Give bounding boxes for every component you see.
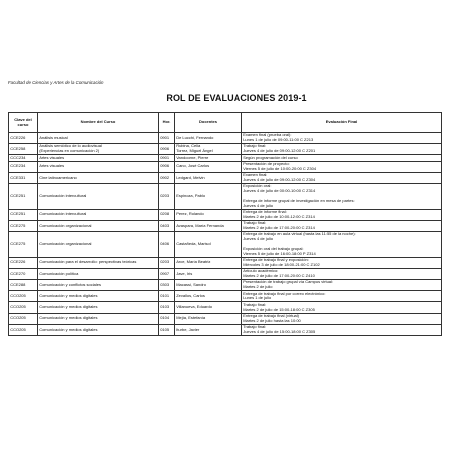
- course-name-cell: [38, 280, 159, 291]
- final-evaluation-cell: [242, 184, 442, 210]
- teacher-cell: [175, 313, 242, 324]
- final-evaluation-cell-line: Jueves 4 de julio de 15:00-18:00 C Z305: [243, 328, 316, 334]
- teacher-cell: [175, 302, 242, 313]
- final-evaluation-cell-line: Entrega de informe final:: [243, 209, 287, 215]
- final-evaluation-cell-line: Lunes 1 de julio: [243, 295, 272, 301]
- course-code-cell: CCE275: [9, 232, 38, 258]
- course-name-cell-line: Cine latinoamericano: [39, 174, 77, 180]
- final-evaluation-cell-line: Martes 2 de julio de 10:00-12:00 C Z314: [243, 213, 315, 219]
- teacher-cell: [175, 257, 242, 268]
- schedule-cell: 0203: [159, 257, 175, 268]
- course-code-cell: CCO205: [9, 313, 38, 324]
- course-name-cell-line: Comunicación y medios digitales: [39, 326, 98, 332]
- schedule-cell: 0901: [159, 155, 175, 161]
- course-code-cell: CCO205: [9, 324, 38, 335]
- table-header-row: [9, 113, 442, 133]
- teacher-cell-line: Rubina, Celia: [176, 143, 201, 149]
- final-evaluation-cell-line: Trabajo final:: [243, 324, 267, 330]
- course-name-cell-line: Comunicación y medios digitales: [39, 292, 98, 298]
- faculty-name: Facultad de Ciencias y Artes de la Comunicación: [8, 80, 104, 85]
- table-row: [9, 220, 442, 231]
- course-name-cell: [38, 172, 159, 183]
- final-evaluation-cell: [242, 144, 442, 155]
- final-evaluation-cell-line: Martes 2 de julio de 17:00-20:00 C Z410: [243, 272, 315, 278]
- course-code-cell: CCE275: [9, 220, 38, 231]
- course-code-cell: CCE226: [9, 133, 38, 144]
- final-evaluation-cell: [242, 268, 442, 279]
- final-evaluation-cell: [242, 172, 442, 183]
- teacher-cell-line: Mejía, Estefanía: [176, 315, 206, 321]
- teacher-cell-line: Avaspara, María Fernanda: [176, 222, 224, 228]
- schedule-cell: 0907: [159, 268, 175, 279]
- teacher-cell: [175, 280, 242, 291]
- table-row: [9, 291, 442, 302]
- final-evaluation-cell-line: Entrega de trabajo final y exposición:: [243, 257, 309, 262]
- final-evaluation-cell-line: Viernes 5 de julio de 16:00-18:00 P Z314: [243, 250, 316, 256]
- final-evaluation-cell-line: Jueves 4 de julio de 09:00-12:00 C Z304: [243, 177, 316, 183]
- final-evaluation-cell-line: Entrega de informe grupal de investigación en mesa de partes:: [243, 197, 355, 203]
- schedule-cell: 0406: [159, 232, 175, 258]
- course-name-cell-line: Comunicación y conflictos sociales: [39, 281, 101, 287]
- course-code-cell: CCE331: [9, 172, 38, 183]
- teacher-cell-line: Castañeda, Marisol: [176, 241, 211, 246]
- final-evaluation-cell: [242, 324, 442, 335]
- teacher-cell-line: Villanueva, Eduardo: [176, 304, 212, 310]
- final-evaluation-cell: [242, 257, 442, 268]
- table-row: [9, 172, 442, 183]
- course-code-cell: CCE234: [9, 161, 38, 172]
- teacher-cell: [175, 232, 242, 258]
- final-evaluation-cell-line: Exposición oral del trabajo grupal:: [243, 245, 304, 251]
- column-header-code: Clave del curso: [9, 113, 38, 133]
- final-evaluation-cell-line: Miércoles 3 de julio de 18:00-21:00 C Z102: [243, 261, 320, 267]
- final-evaluation-cell-line: Artículo académico:: [243, 268, 279, 274]
- final-evaluation-cell-line: Lunes 1 de julio de 09:00-11:00 C Z213: [243, 137, 314, 143]
- course-name-cell-line: Análisis semiótico de lo audiovisual: [39, 143, 102, 149]
- final-evaluation-cell: [242, 313, 442, 324]
- teacher-cell-line: Arce, María Beatriz: [176, 259, 211, 265]
- final-evaluation-cell: [242, 291, 442, 302]
- final-evaluation-cell: [242, 133, 442, 144]
- teacher-cell-line: Cano, José Carlos: [176, 163, 210, 169]
- final-evaluation-cell-line: Trabajo final:: [243, 143, 267, 149]
- course-name-cell: [38, 232, 159, 258]
- final-evaluation-cell-line: Martes 2 de julio: [243, 284, 273, 290]
- final-evaluation-cell: [242, 280, 442, 291]
- schedule-cell: 0203: [159, 184, 175, 210]
- final-evaluation-cell-line: Trabajo final:: [243, 301, 267, 307]
- final-evaluation-cell-line: Jueves 4 de julio de 09:00-12:00 C Z201: [243, 148, 316, 154]
- teacher-cell: [175, 209, 242, 220]
- final-evaluation-cell-line: Jueves 4 de julio de 00:00-10:00 C Z314: [243, 188, 316, 194]
- course-name-cell-line: Comunicación política: [39, 270, 79, 276]
- course-name-cell: [38, 291, 159, 302]
- course-code-cell: CCO205: [9, 291, 38, 302]
- course-name-cell: [38, 257, 159, 268]
- table-row: [9, 324, 442, 335]
- course-name-cell-line: (Experiencias en comunicación 2): [39, 148, 100, 154]
- course-code-cell: CCE288: [9, 280, 38, 291]
- table-row: [9, 302, 442, 313]
- teacher-cell-line: Jave, Iris: [176, 270, 193, 276]
- final-evaluation-cell-line: Jueves 4 de julio: [243, 236, 273, 242]
- final-evaluation-cell-line: Martes 2 de julio hasta las 10:00: [243, 317, 301, 323]
- teacher-cell: [175, 144, 242, 155]
- course-name-cell: [38, 144, 159, 155]
- teacher-cell: [175, 133, 242, 144]
- table-row: [9, 209, 442, 220]
- teacher-cell-line: Iturbe, Javier: [176, 326, 200, 332]
- final-evaluation-cell-line: Jueves 4 de julio: [243, 202, 273, 208]
- table-body: [9, 133, 442, 336]
- course-name-cell-line: Comunicación organizacional: [39, 222, 92, 228]
- course-name-cell-line: Artes visuales: [39, 154, 65, 160]
- course-code-cell: CCO205: [9, 302, 38, 313]
- column-header-course: Nombre del Curso: [38, 113, 159, 133]
- course-name-cell: [38, 184, 159, 210]
- teacher-cell: [175, 268, 242, 279]
- teacher-cell: [175, 291, 242, 302]
- schedule-cell: 0101: [159, 291, 175, 302]
- table-row: [9, 280, 442, 291]
- teacher-cell: [175, 324, 242, 335]
- course-name-cell-line: Artes visuales: [39, 163, 65, 169]
- schedule-cell: 0403: [159, 220, 175, 231]
- schedule-cell: 0208: [159, 209, 175, 220]
- course-name-cell: [38, 313, 159, 324]
- course-name-cell: [38, 209, 159, 220]
- page-title: ROL DE EVALUACIONES 2019-1: [166, 93, 307, 103]
- teacher-cell: [175, 161, 242, 172]
- final-evaluation-cell-line: Presentación de proyecto:: [243, 161, 290, 167]
- course-name-cell-line: Comunicación intercultural: [39, 211, 87, 217]
- table-row: [9, 313, 442, 324]
- teacher-cell-line: Perez, Rolando: [176, 211, 204, 217]
- schedule-cell: 0906: [159, 161, 175, 172]
- evaluations-table: [8, 112, 442, 336]
- teacher-cell-line: Macassi, Sandro: [176, 281, 206, 287]
- course-name-cell-line: Comunicación organizacional: [39, 241, 92, 246]
- final-evaluation-cell: [242, 220, 442, 231]
- final-evaluation-cell-line: Entrega de trabajo final (virtual): [243, 313, 299, 318]
- course-name-cell: [38, 133, 159, 144]
- course-name-cell: [38, 161, 159, 172]
- schedule-cell: 0902: [159, 172, 175, 183]
- teacher-cell-line: Torrez, Miguel Ángel: [176, 148, 213, 154]
- final-evaluation-cell-line: Martes 2 de julio de 15:00-18:00 C Z305: [243, 306, 315, 312]
- course-name-cell: [38, 324, 159, 335]
- final-evaluation-cell-line: Examen final (prueba oral):: [243, 132, 292, 138]
- final-evaluation-cell-line: Trabajo final:: [243, 220, 267, 226]
- table-row: [9, 161, 442, 172]
- schedule-cell: 0901: [159, 133, 175, 144]
- course-name-cell-line: Comunicación intercultural: [39, 193, 87, 199]
- teacher-cell-line: Zevallos, Carlos: [176, 292, 205, 298]
- final-evaluation-cell-line: Entrega de trabajo en aula virtual (hasta las 11:55 de la noche):: [243, 231, 356, 237]
- final-evaluation-cell: [242, 209, 442, 220]
- teacher-cell: [175, 172, 242, 183]
- schedule-cell: 0104: [159, 313, 175, 324]
- final-evaluation-cell: [242, 161, 442, 172]
- column-header-teachers: Docentes: [175, 113, 242, 133]
- course-name-cell-line: Comunicación y medios digitales: [39, 304, 98, 310]
- table-row: [9, 268, 442, 279]
- final-evaluation-cell-line: Martes 2 de julio de 17:00-20:00 C Z314: [243, 225, 315, 231]
- course-name-cell: [38, 220, 159, 231]
- column-header-final-evaluation: Evaluación Final: [242, 113, 442, 133]
- column-header-hor: Hor.: [159, 113, 175, 133]
- teacher-cell-line: Espinoza, Pablo: [176, 193, 206, 199]
- course-name-cell-line: Comunicación para el desarrollo: perspectivas teóricas: [39, 259, 137, 265]
- course-name-cell: [38, 268, 159, 279]
- table-row: [9, 144, 442, 155]
- course-code-cell: CCE270: [9, 268, 38, 279]
- final-evaluation-cell-line: Según programación del curso: [243, 154, 298, 160]
- final-evaluation-cell-line: Exposición oral:: [243, 183, 272, 189]
- course-code-cell: CCE251: [9, 209, 38, 220]
- final-evaluation-cell-line: Presentación de trabajo grupal vía Campus virtual:: [243, 279, 334, 285]
- table-row: [9, 184, 442, 210]
- teacher-cell: [175, 220, 242, 231]
- schedule-cell: 0303: [159, 280, 175, 291]
- teacher-cell-line: De Lucchi, Fernando: [176, 134, 214, 140]
- table-row: [9, 257, 442, 268]
- final-evaluation-cell: [242, 302, 442, 313]
- teacher-cell-line: Ledgard, Melvin: [176, 174, 205, 180]
- final-evaluation-cell: [242, 232, 442, 258]
- course-name-cell-line: Comunicación y medios digitales: [39, 315, 98, 321]
- final-evaluation-cell-line: Viernes 5 de julio de 10:00-20:00 C Z304: [243, 165, 317, 171]
- final-evaluation-cell-line: Examen final:: [243, 172, 268, 178]
- final-evaluation-cell-line: Entrega de trabajo final por correo electrónico:: [243, 290, 326, 296]
- schedule-cell: 0103: [159, 302, 175, 313]
- course-code-cell: CCE226: [9, 257, 38, 268]
- schedule-cell: 0906: [159, 144, 175, 155]
- teacher-cell-line: Vandoorne, Pierre: [176, 154, 209, 160]
- course-name-cell: [38, 302, 159, 313]
- course-code-cell: CCE251: [9, 184, 38, 210]
- table-row: [9, 133, 442, 144]
- course-code-cell: CCE258: [9, 144, 38, 155]
- course-name-cell-line: Análisis musical: [39, 134, 68, 140]
- schedule-cell: 0105: [159, 324, 175, 335]
- table-row: [9, 232, 442, 258]
- teacher-cell: [175, 184, 242, 210]
- course-code-cell: CCC234: [9, 155, 38, 161]
